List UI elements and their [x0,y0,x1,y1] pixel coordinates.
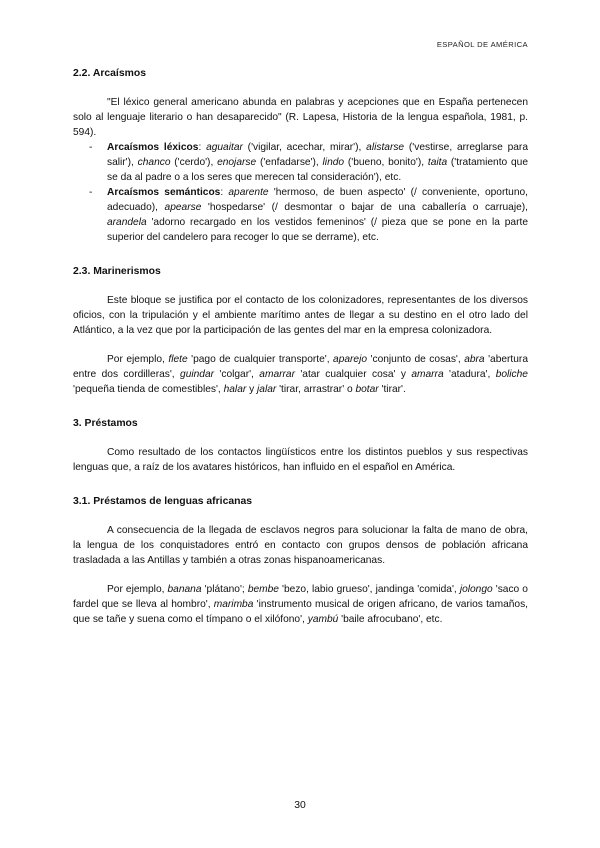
example-gloss: 'tirar, arrastrar' o [276,384,356,395]
example-gloss: ('vestirse, arreglarse para salir'), [107,142,528,168]
example-gloss: 'hermoso, de buen aspecto' (/ conveniente, oportuno, adecuado), [107,187,528,213]
example-gloss: 'pago de cualquier transporte', [187,354,334,365]
example-word: apearse [164,202,202,213]
examples-intro: Por ejemplo, [107,354,169,365]
prestamos-africanos-paragraph: A consecuencia de la llegada de esclavos negros para solucionar la falta de mano de obra, la lengua de los conquistadores entró en contacto con grupos densos de población africana trasladada a las Antillas y también a otras zonas hispanoamericanas. [73,525,528,566]
example-word: alistarse [366,142,405,153]
example-word: bembe [247,584,279,595]
example-word: boliche [495,369,528,380]
bullet-dash: - [89,142,93,153]
example-word: flete [168,354,188,365]
term-label: Arcaísmos léxicos [107,142,199,153]
example-word: chanco [137,157,171,168]
examples-intro: Por ejemplo, [107,584,168,595]
example-gloss: 'plátano'; [201,584,248,595]
example-word: enojarse [217,157,257,168]
example-gloss: 'tirar'. [378,384,406,395]
running-header: ESPAÑOL DE AMÉRICA [436,40,528,49]
section-heading-prestamos: 3. Préstamos [73,418,138,429]
example-gloss: ('bueno, bonito'), [344,157,428,168]
section-heading-arcaismos: 2.2. Arcaísmos [73,68,146,79]
example-gloss: 'instrumento musical de origen africano, de varios tamaños, que se tañe y suena como el tímpano o el xilófono', [73,599,529,625]
example-gloss: 'adorno recargado en los vestidos femeninos' (/ pieza que se pone en la parte superior del candelero para recoger lo que se derrame), etc. [107,217,528,243]
example-word: aparente [228,187,269,198]
example-gloss: ('tratamiento que se da al padre o a los seres que merecen tal consideración'), etc. [107,157,528,183]
list-item-arcaismos-semanticos [73,185,528,245]
example-gloss: ('cerdo'), [170,157,218,168]
example-word: jolongo [459,584,493,595]
example-word: marimba [213,599,254,610]
lapesa-quote: "El léxico general americano abunda en palabras y acepciones que en España pertenecen solo al lenguaje literario o han desaparecido" (R. Lapesa, Historia de la lengua española, 1981, p. 594). [73,97,528,138]
marinerismos-examples [73,352,528,397]
example-word: amarrar [259,369,295,380]
arcaismos-list [73,140,528,245]
example-word: guindar [180,369,215,380]
example-word: abra [464,354,485,365]
page-body [73,66,528,627]
example-gloss: 'atar cualquier cosa' y [294,369,412,380]
example-word: lindo [322,157,345,168]
example-gloss: 'baile afrocubano', etc. [338,614,443,625]
example-word: aguaitar [206,142,243,153]
prestamos-paragraph: Como resultado de los contactos lingüísticos entre los distintos pueblos y sus respectivas lenguas que, a raíz de los avatares históricos, han influido en el español en América. [73,447,528,473]
example-word: jalar [257,384,277,395]
example-gloss: 'pequeña tienda de comestibles', [73,384,224,395]
example-gloss: 'colgar', [214,369,260,380]
bullet-dash: - [89,187,93,198]
section-heading-prestamos-africanos: 3.1. Préstamos de lenguas africanas [73,496,253,507]
example-word: botar [355,384,379,395]
example-gloss: 'conjunto de cosas', [367,354,465,365]
example-gloss: 'saco o fardel que se lleva al hombro', [73,584,528,610]
example-word: aparejo [333,354,368,365]
list-item-arcaismos-lexicos [73,140,528,185]
section-heading-marinerismos: 2.3. Marinerismos [73,266,161,277]
example-word: amarra [411,369,444,380]
example-gloss: y [246,384,258,395]
marinerismos-paragraph: Este bloque se justifica por el contacto de los colonizadores, representantes de los diversos oficios, con la tripulación y el ambiente marítimo antes de llegar a su destino en el otro lado del Atlántico, a la vez que por la participación de las gentes del mar en la empresa colonizadora. [73,295,528,336]
example-word: arandela [107,217,147,228]
prestamos-africanos-examples [73,582,528,627]
example-gloss: ('enfadarse'), [256,157,323,168]
example-gloss: 'bezo, labio grueso', jandinga 'comida', [278,584,460,595]
example-word: yambú [307,614,339,625]
page-number: 30 [294,800,306,811]
example-gloss: ('vigilar, acechar, mirar'), [242,142,367,153]
colon: : [198,142,207,153]
example-gloss: 'abertura entre dos cordilleras', [73,354,528,380]
example-gloss: 'hospedarse' (/ desmontar o bajar de una caballería o carruaje), [201,202,528,213]
example-word: banana [167,584,202,595]
example-gloss: 'atadura', [443,369,496,380]
term-label: Arcaísmos semánticos [107,187,221,198]
example-word: halar [223,384,247,395]
colon: : [220,187,229,198]
example-word: taita [427,157,448,168]
